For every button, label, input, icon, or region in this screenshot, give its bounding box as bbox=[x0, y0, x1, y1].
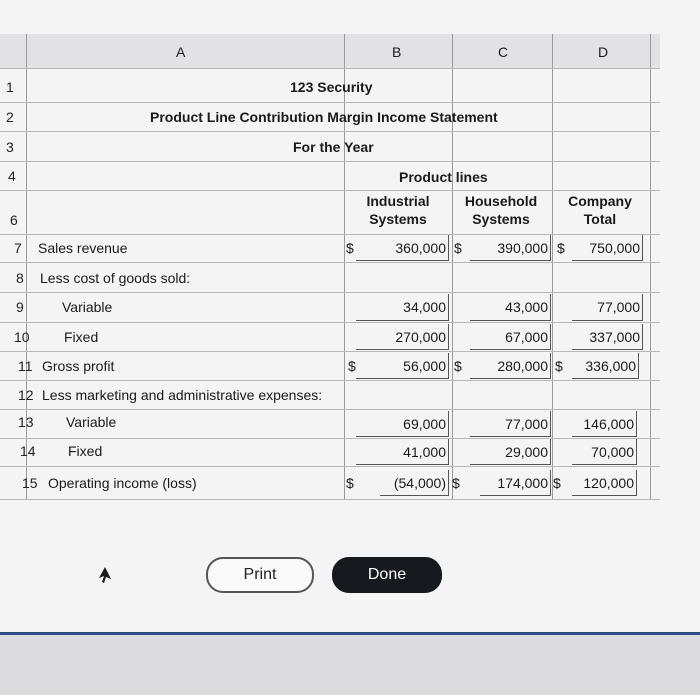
dollar-sign: $ bbox=[557, 240, 565, 256]
row-number: 9 bbox=[16, 299, 24, 315]
row-number: 1 bbox=[6, 79, 14, 95]
row-label-cogs-variable: Variable bbox=[62, 299, 113, 315]
operating-income-household-value[interactable]: 174,000 bbox=[497, 475, 548, 491]
row-number: 6 bbox=[10, 212, 18, 228]
grid-line bbox=[0, 499, 660, 500]
grid-line bbox=[0, 262, 660, 263]
grid-line bbox=[650, 34, 651, 500]
gross-profit-household-value[interactable]: 280,000 bbox=[497, 358, 548, 374]
mkt-fixed-household-value[interactable]: 29,000 bbox=[505, 444, 548, 460]
cogs-fixed-household-value[interactable]: 67,000 bbox=[505, 329, 548, 345]
dollar-sign: $ bbox=[452, 475, 460, 491]
company-total-header-line1: Company bbox=[568, 193, 632, 209]
operating-income-industrial-value[interactable]: (54,000) bbox=[393, 475, 446, 491]
grid-line bbox=[0, 190, 660, 191]
cogs-variable-company-total-value[interactable]: 77,000 bbox=[597, 299, 640, 315]
grid-line bbox=[344, 34, 345, 500]
row-number: 12 bbox=[18, 387, 34, 403]
operating-income-company-total-value[interactable]: 120,000 bbox=[583, 475, 634, 491]
row-label-sales-revenue: Sales revenue bbox=[38, 240, 128, 256]
row-number: 14 bbox=[20, 443, 36, 459]
grid-line bbox=[0, 351, 660, 352]
column-header-a[interactable]: A bbox=[176, 44, 186, 60]
column-header-c[interactable]: C bbox=[498, 44, 509, 60]
row-number: 8 bbox=[16, 270, 24, 286]
company-total-header-line2: Total bbox=[583, 211, 617, 227]
row-label-cogs-fixed: Fixed bbox=[64, 329, 99, 345]
row-label-cost-of-goods-sold: Less cost of goods sold: bbox=[40, 270, 191, 286]
grid-line bbox=[0, 131, 660, 132]
industrial-header-line2: Systems bbox=[369, 211, 427, 227]
cogs-fixed-industrial-value[interactable]: 270,000 bbox=[395, 329, 446, 345]
mkt-fixed-industrial-value[interactable]: 41,000 bbox=[403, 444, 446, 460]
row-label-operating-income: Operating income (loss) bbox=[48, 475, 197, 491]
grid-line bbox=[26, 34, 27, 500]
mkt-variable-industrial-value[interactable]: 69,000 bbox=[403, 416, 446, 432]
row-number: 13 bbox=[18, 414, 34, 430]
sales-company-total-value[interactable]: 750,000 bbox=[589, 240, 640, 256]
grid-line bbox=[0, 102, 660, 103]
product-lines-header: Product lines bbox=[399, 169, 488, 185]
cogs-variable-industrial-value[interactable]: 34,000 bbox=[403, 299, 446, 315]
dollar-sign: $ bbox=[454, 240, 462, 256]
gross-profit-company-total-value[interactable]: 336,000 bbox=[585, 358, 636, 374]
statement-title: Product Line Contribution Margin Income Statement bbox=[150, 109, 498, 125]
household-header-line2: Systems bbox=[472, 211, 530, 227]
dollar-sign: $ bbox=[555, 358, 563, 374]
grid-line bbox=[0, 322, 660, 323]
cogs-fixed-company-total-value[interactable]: 337,000 bbox=[589, 329, 640, 345]
dollar-sign: $ bbox=[346, 240, 354, 256]
grid-line bbox=[0, 466, 660, 467]
grid-line bbox=[552, 34, 553, 500]
company-title: 123 Security bbox=[290, 79, 373, 95]
row-label-marketing-admin: Less marketing and administrative expenses: bbox=[42, 387, 323, 403]
column-header-b[interactable]: B bbox=[392, 44, 402, 60]
row-label-gross-profit: Gross profit bbox=[42, 358, 115, 374]
grid-line bbox=[0, 68, 660, 69]
period-title: For the Year bbox=[293, 139, 374, 155]
row-label-mkt-fixed: Fixed bbox=[68, 443, 103, 459]
gross-profit-industrial-value[interactable]: 56,000 bbox=[403, 358, 446, 374]
row-number: 11 bbox=[18, 358, 33, 374]
grid-line bbox=[0, 409, 660, 410]
grid-line bbox=[0, 234, 660, 235]
dollar-sign: $ bbox=[553, 475, 561, 491]
mkt-fixed-company-total-value[interactable]: 70,000 bbox=[591, 444, 634, 460]
grid-line bbox=[0, 380, 660, 381]
row-number: 2 bbox=[6, 109, 14, 125]
dollar-sign: $ bbox=[346, 475, 354, 491]
column-header-d[interactable]: D bbox=[598, 44, 609, 60]
row-label-mkt-variable: Variable bbox=[66, 414, 117, 430]
mkt-variable-company-total-value[interactable]: 146,000 bbox=[583, 416, 634, 432]
grid-line bbox=[0, 438, 660, 439]
grid-line bbox=[0, 292, 660, 293]
row-number: 4 bbox=[8, 168, 16, 184]
cogs-variable-household-value[interactable]: 43,000 bbox=[505, 299, 548, 315]
column-header-bar bbox=[0, 34, 660, 68]
desktop-background bbox=[0, 635, 700, 695]
household-header-line1: Household bbox=[464, 193, 538, 209]
row-number: 7 bbox=[14, 240, 22, 256]
dollar-sign: $ bbox=[454, 358, 462, 374]
mouse-cursor-icon bbox=[98, 566, 112, 584]
row-number: 10 bbox=[14, 329, 30, 345]
row-number: 15 bbox=[22, 475, 38, 491]
grid-line bbox=[452, 34, 453, 500]
dollar-sign: $ bbox=[348, 358, 356, 374]
row-number: 3 bbox=[6, 139, 14, 155]
done-button[interactable]: Done bbox=[332, 557, 442, 593]
sales-industrial-value[interactable]: 360,000 bbox=[395, 240, 446, 256]
grid-line bbox=[0, 161, 660, 162]
mkt-variable-household-value[interactable]: 77,000 bbox=[505, 416, 548, 432]
sales-household-value[interactable]: 390,000 bbox=[497, 240, 548, 256]
industrial-header-line1: Industrial bbox=[366, 193, 430, 209]
print-button[interactable]: Print bbox=[206, 557, 314, 593]
